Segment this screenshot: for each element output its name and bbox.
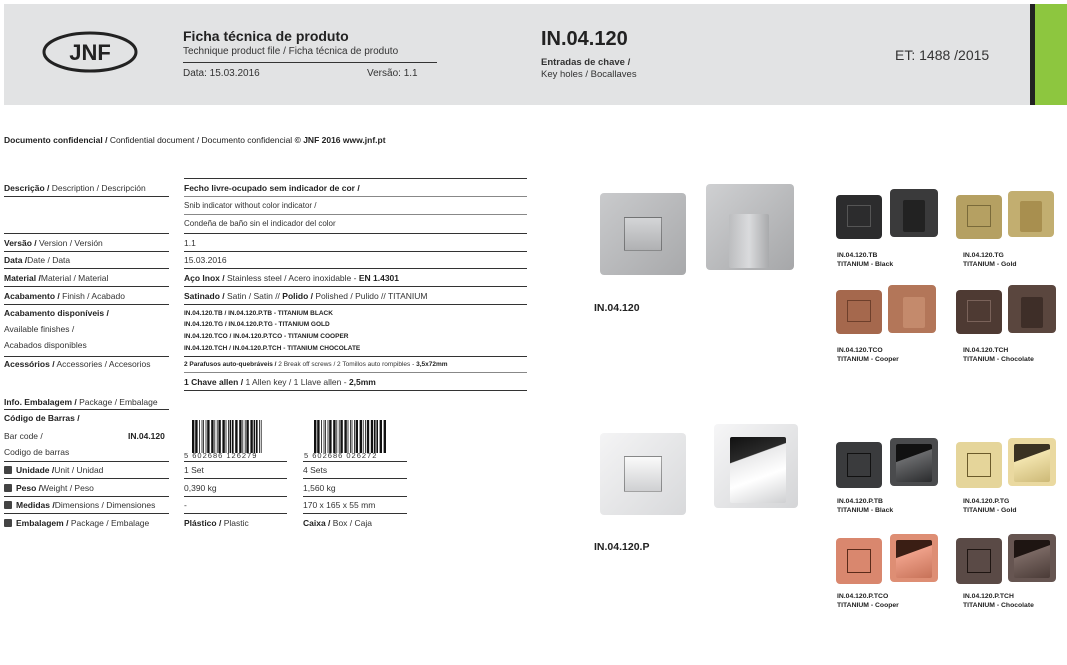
variant-tb-knob — [903, 200, 925, 232]
barcode-bar — [352, 420, 353, 453]
barcode-bar — [246, 420, 248, 453]
rule — [4, 251, 169, 252]
barcode-bar — [232, 420, 234, 453]
barcode-bar — [228, 420, 229, 453]
material-label: Material /Material / Material — [4, 273, 109, 283]
rule — [4, 356, 169, 357]
variant-tco-knob — [903, 297, 925, 328]
rule — [184, 356, 527, 357]
rule — [184, 178, 527, 179]
unit-label: Unidade /Unit / Unidad — [4, 465, 103, 475]
finish-label: Acabamento / Finish / Acabado — [4, 291, 125, 301]
barcode-bar — [202, 420, 203, 453]
weight-col2: 1,560 kg — [303, 483, 336, 493]
et-reference: ET: 1488 /2015 — [895, 47, 990, 63]
rule — [4, 513, 169, 514]
measures-label: Medidas /Dimensions / Dimensiones — [4, 500, 155, 510]
logo-text: JNF — [69, 40, 111, 65]
finish-option: IN.04.120.TG / IN.04.120.P.TG - TITANIUM GOLD — [184, 321, 330, 328]
barcode-bar — [239, 420, 241, 453]
variant-ptg-knob — [1014, 444, 1050, 482]
barcode-bar — [324, 420, 325, 453]
weight-label: Peso /Weight / Peso — [4, 483, 94, 493]
variant-tch-indicator — [967, 300, 991, 322]
sheet-title: Ficha técnica de produto — [183, 28, 349, 44]
rule — [184, 268, 527, 269]
measures-col1: - — [184, 500, 187, 510]
barcode-bar — [374, 420, 376, 453]
measures-col2: 170 x 165 x 55 mm — [303, 500, 376, 510]
date-value: 15.03.2016 — [184, 255, 227, 265]
variant-ptb-caption: IN.04.120.P.TB TITANIUM - Black — [837, 498, 894, 514]
rule — [303, 496, 407, 497]
variant-ptg-indicator — [967, 453, 991, 477]
rule — [184, 286, 527, 287]
product-name-satin: IN.04.120 — [594, 302, 640, 314]
package-info-label: Info. Embalagem / Package / Embalage — [4, 397, 158, 407]
barcode-bar — [226, 420, 227, 453]
date-label: Data /Date / Data — [4, 255, 71, 265]
confidential-note — [4, 135, 386, 145]
barcode-bar — [314, 420, 316, 453]
sheet-version: Versão: 1.1 — [367, 68, 418, 79]
barcode-bar — [321, 420, 322, 453]
variant-tb-indicator — [847, 205, 871, 227]
finish-option: IN.04.120.TB / IN.04.120.P.TB - TITANIUM BLACK — [184, 310, 333, 317]
barcode-bar — [333, 420, 335, 453]
rule — [4, 409, 169, 410]
variant-ptco-caption: IN.04.120.P.TCO TITANIUM - Cooper — [837, 593, 899, 609]
description-label: Descrição / Description / Descripción — [4, 183, 146, 193]
header-accent-strip — [1035, 4, 1067, 105]
available-finishes-label: Acabamento disponíveis / — [4, 308, 109, 318]
barcode-bar — [214, 420, 215, 453]
barcode-bar — [206, 420, 207, 453]
barcode-bar — [222, 420, 224, 453]
rule — [184, 304, 527, 305]
barcode-bar — [207, 420, 209, 453]
barcode-bar — [344, 420, 346, 453]
box-icon — [4, 519, 12, 527]
barcode-unit — [190, 420, 280, 453]
barcode-bar — [217, 420, 218, 453]
product-code: IN.04.120 — [541, 28, 628, 50]
satin-turn-knob — [729, 214, 769, 268]
barcode-label-2: Bar code / — [4, 431, 43, 441]
finish-option: IN.04.120.TCO / IN.04.120.P.TCO - TITANIUM COOPER — [184, 333, 349, 340]
unit-col2: 4 Sets — [303, 465, 328, 475]
barcode-label: Código de Barras / — [4, 413, 80, 423]
description-line-3: Condeña de baño sin el indicador del color — [184, 219, 336, 228]
barcode-bar — [259, 420, 260, 453]
description-line-2: Snib indicator without color indicator / — [184, 201, 317, 210]
confidential-rest: Confidential document / Documento confidencial — [109, 135, 293, 145]
rule — [184, 251, 527, 252]
available-finishes-label-2: Available finishes / — [4, 324, 75, 334]
rule — [4, 286, 169, 287]
variant-tch-knob — [1021, 297, 1043, 328]
sheet-subtitle: Technique product file / Ficha técnica de produto — [183, 46, 399, 57]
barcode-bar — [230, 420, 232, 453]
barcode-bar — [211, 420, 213, 453]
barcode-bar — [356, 420, 358, 453]
packaging-col2: Caixa / Box / Caja — [303, 518, 372, 528]
variant-tg-caption: IN.04.120.TG TITANIUM - Gold — [963, 252, 1017, 268]
barcode-bar — [218, 420, 220, 453]
sheet-date: Data: 15.03.2016 — [183, 68, 260, 79]
rule — [4, 304, 169, 305]
barcode-bar — [354, 420, 355, 453]
copyright: © JNF 2016 www.jnf.pt — [294, 135, 386, 145]
barcode-bar — [376, 420, 378, 453]
confidential-label: Documento confidencial / — [4, 135, 108, 145]
polished-turn-knob — [730, 437, 786, 503]
barcode-box-number: 5 602686 026272 — [304, 451, 378, 460]
barcode-bar — [235, 420, 237, 453]
rule — [4, 496, 169, 497]
barcode-bar — [203, 420, 204, 453]
variant-tg-indicator — [967, 205, 991, 227]
rule — [184, 214, 527, 215]
barcode-bar — [195, 420, 197, 453]
rule — [4, 196, 169, 197]
category-primary: Entradas de chave / — [541, 57, 631, 68]
available-finishes-label-3: Acabados disponibles — [4, 340, 87, 350]
rule — [4, 478, 169, 479]
barcode-product-code: IN.04.120 — [128, 431, 165, 441]
barcode-bar — [363, 420, 364, 453]
barcode-bar — [242, 420, 243, 453]
weight-col1: 0,390 kg — [184, 483, 217, 493]
unit-col1: 1 Set — [184, 465, 204, 475]
variant-ptch-indicator — [967, 549, 991, 573]
description-line-1: Fecho livre-ocupado sem indicador de cor / — [184, 183, 360, 193]
barcode-bar — [317, 420, 319, 453]
packaging-label: Embalagem / Package / Embalage — [4, 518, 149, 528]
barcode-bar — [360, 420, 362, 453]
barcode-bar — [250, 420, 252, 453]
packaging-col1: Plástico / Plastic — [184, 518, 249, 528]
barcode-bar — [350, 420, 351, 453]
material-value: Aço Inox / Stainless steel / Acero inoxidable - EN 1.4301 — [184, 273, 400, 283]
barcode-bar — [371, 420, 373, 453]
variant-ptch-knob — [1014, 540, 1050, 578]
satin-indicator — [624, 217, 662, 251]
header-divider — [183, 62, 437, 63]
polished-indicator — [624, 456, 662, 492]
box-icon — [4, 501, 12, 509]
accessories-label: Acessórios / Accessories / Accesorios — [4, 359, 151, 369]
variant-tb-caption: IN.04.120.TB TITANIUM - Black — [837, 252, 894, 268]
finish-value: Satinado / Satin / Satin // Polido / Polished / Pulido // TITANIUM — [184, 291, 428, 301]
barcode-box — [312, 420, 402, 453]
barcode-bar — [199, 420, 200, 453]
rule — [184, 390, 527, 391]
rule — [184, 372, 527, 373]
variant-ptco-knob — [896, 540, 932, 578]
barcode-bar — [365, 420, 366, 453]
barcode-bar — [329, 420, 331, 453]
rule — [184, 196, 527, 197]
variant-ptch-caption: IN.04.120.P.TCH TITANIUM - Chocolate — [963, 593, 1034, 609]
box-icon — [4, 484, 12, 492]
rule — [184, 461, 287, 462]
version-value: 1.1 — [184, 238, 196, 248]
rule — [4, 268, 169, 269]
barcode-bar — [380, 420, 382, 453]
barcode-bar — [348, 420, 349, 453]
barcode-bar — [336, 420, 337, 453]
rule — [4, 461, 169, 462]
rule — [4, 233, 169, 234]
variant-ptg-caption: IN.04.120.P.TG TITANIUM - Gold — [963, 498, 1017, 514]
variant-tch-caption: IN.04.120.TCH TITANIUM - Chocolate — [963, 347, 1034, 363]
rule — [184, 496, 287, 497]
barcode-bar — [261, 420, 262, 453]
barcode-bar — [367, 420, 369, 453]
category-secondary: Key holes / Bocallaves — [541, 69, 637, 80]
jnf-logo — [42, 31, 138, 73]
rule — [184, 233, 527, 234]
rule — [184, 478, 287, 479]
barcode-bar — [340, 420, 342, 453]
variant-ptb-knob — [896, 444, 932, 482]
barcode-bar — [384, 420, 386, 453]
barcode-bar — [325, 420, 326, 453]
barcode-bar — [254, 420, 256, 453]
rule — [303, 461, 407, 462]
variant-tg-knob — [1020, 201, 1042, 232]
barcode-bar — [192, 420, 194, 453]
rule — [184, 513, 287, 514]
rule — [303, 513, 407, 514]
finish-option: IN.04.120.TCH / IN.04.120.P.TCH - TITANIUM CHOCOLATE — [184, 345, 361, 352]
barcode-bar — [245, 420, 246, 453]
variant-ptb-indicator — [847, 453, 871, 477]
accessories-key: 1 Chave allen / 1 Allen key / 1 Llave allen - 2,5mm — [184, 377, 376, 387]
accessories-screws: 2 Parafusos auto-quebráveis / 2 Break off screws / 2 Tomillos auto rompibles - 3,5x72mm — [184, 361, 448, 368]
rule — [303, 478, 407, 479]
variant-ptco-indicator — [847, 549, 871, 573]
variant-tco-caption: IN.04.120.TCO TITANIUM - Cooper — [837, 347, 899, 363]
barcode-bar — [339, 420, 340, 453]
variant-tco-indicator — [847, 300, 871, 322]
product-name-polished: IN.04.120.P — [594, 541, 650, 553]
barcode-bar — [256, 420, 258, 453]
version-label: Versão / Version / Versión — [4, 238, 103, 248]
barcode-bar — [328, 420, 329, 453]
box-icon — [4, 466, 12, 474]
barcode-unit-number: 5 602686 126279 — [184, 451, 258, 460]
barcode-label-3: Codigo de barras — [4, 447, 70, 457]
